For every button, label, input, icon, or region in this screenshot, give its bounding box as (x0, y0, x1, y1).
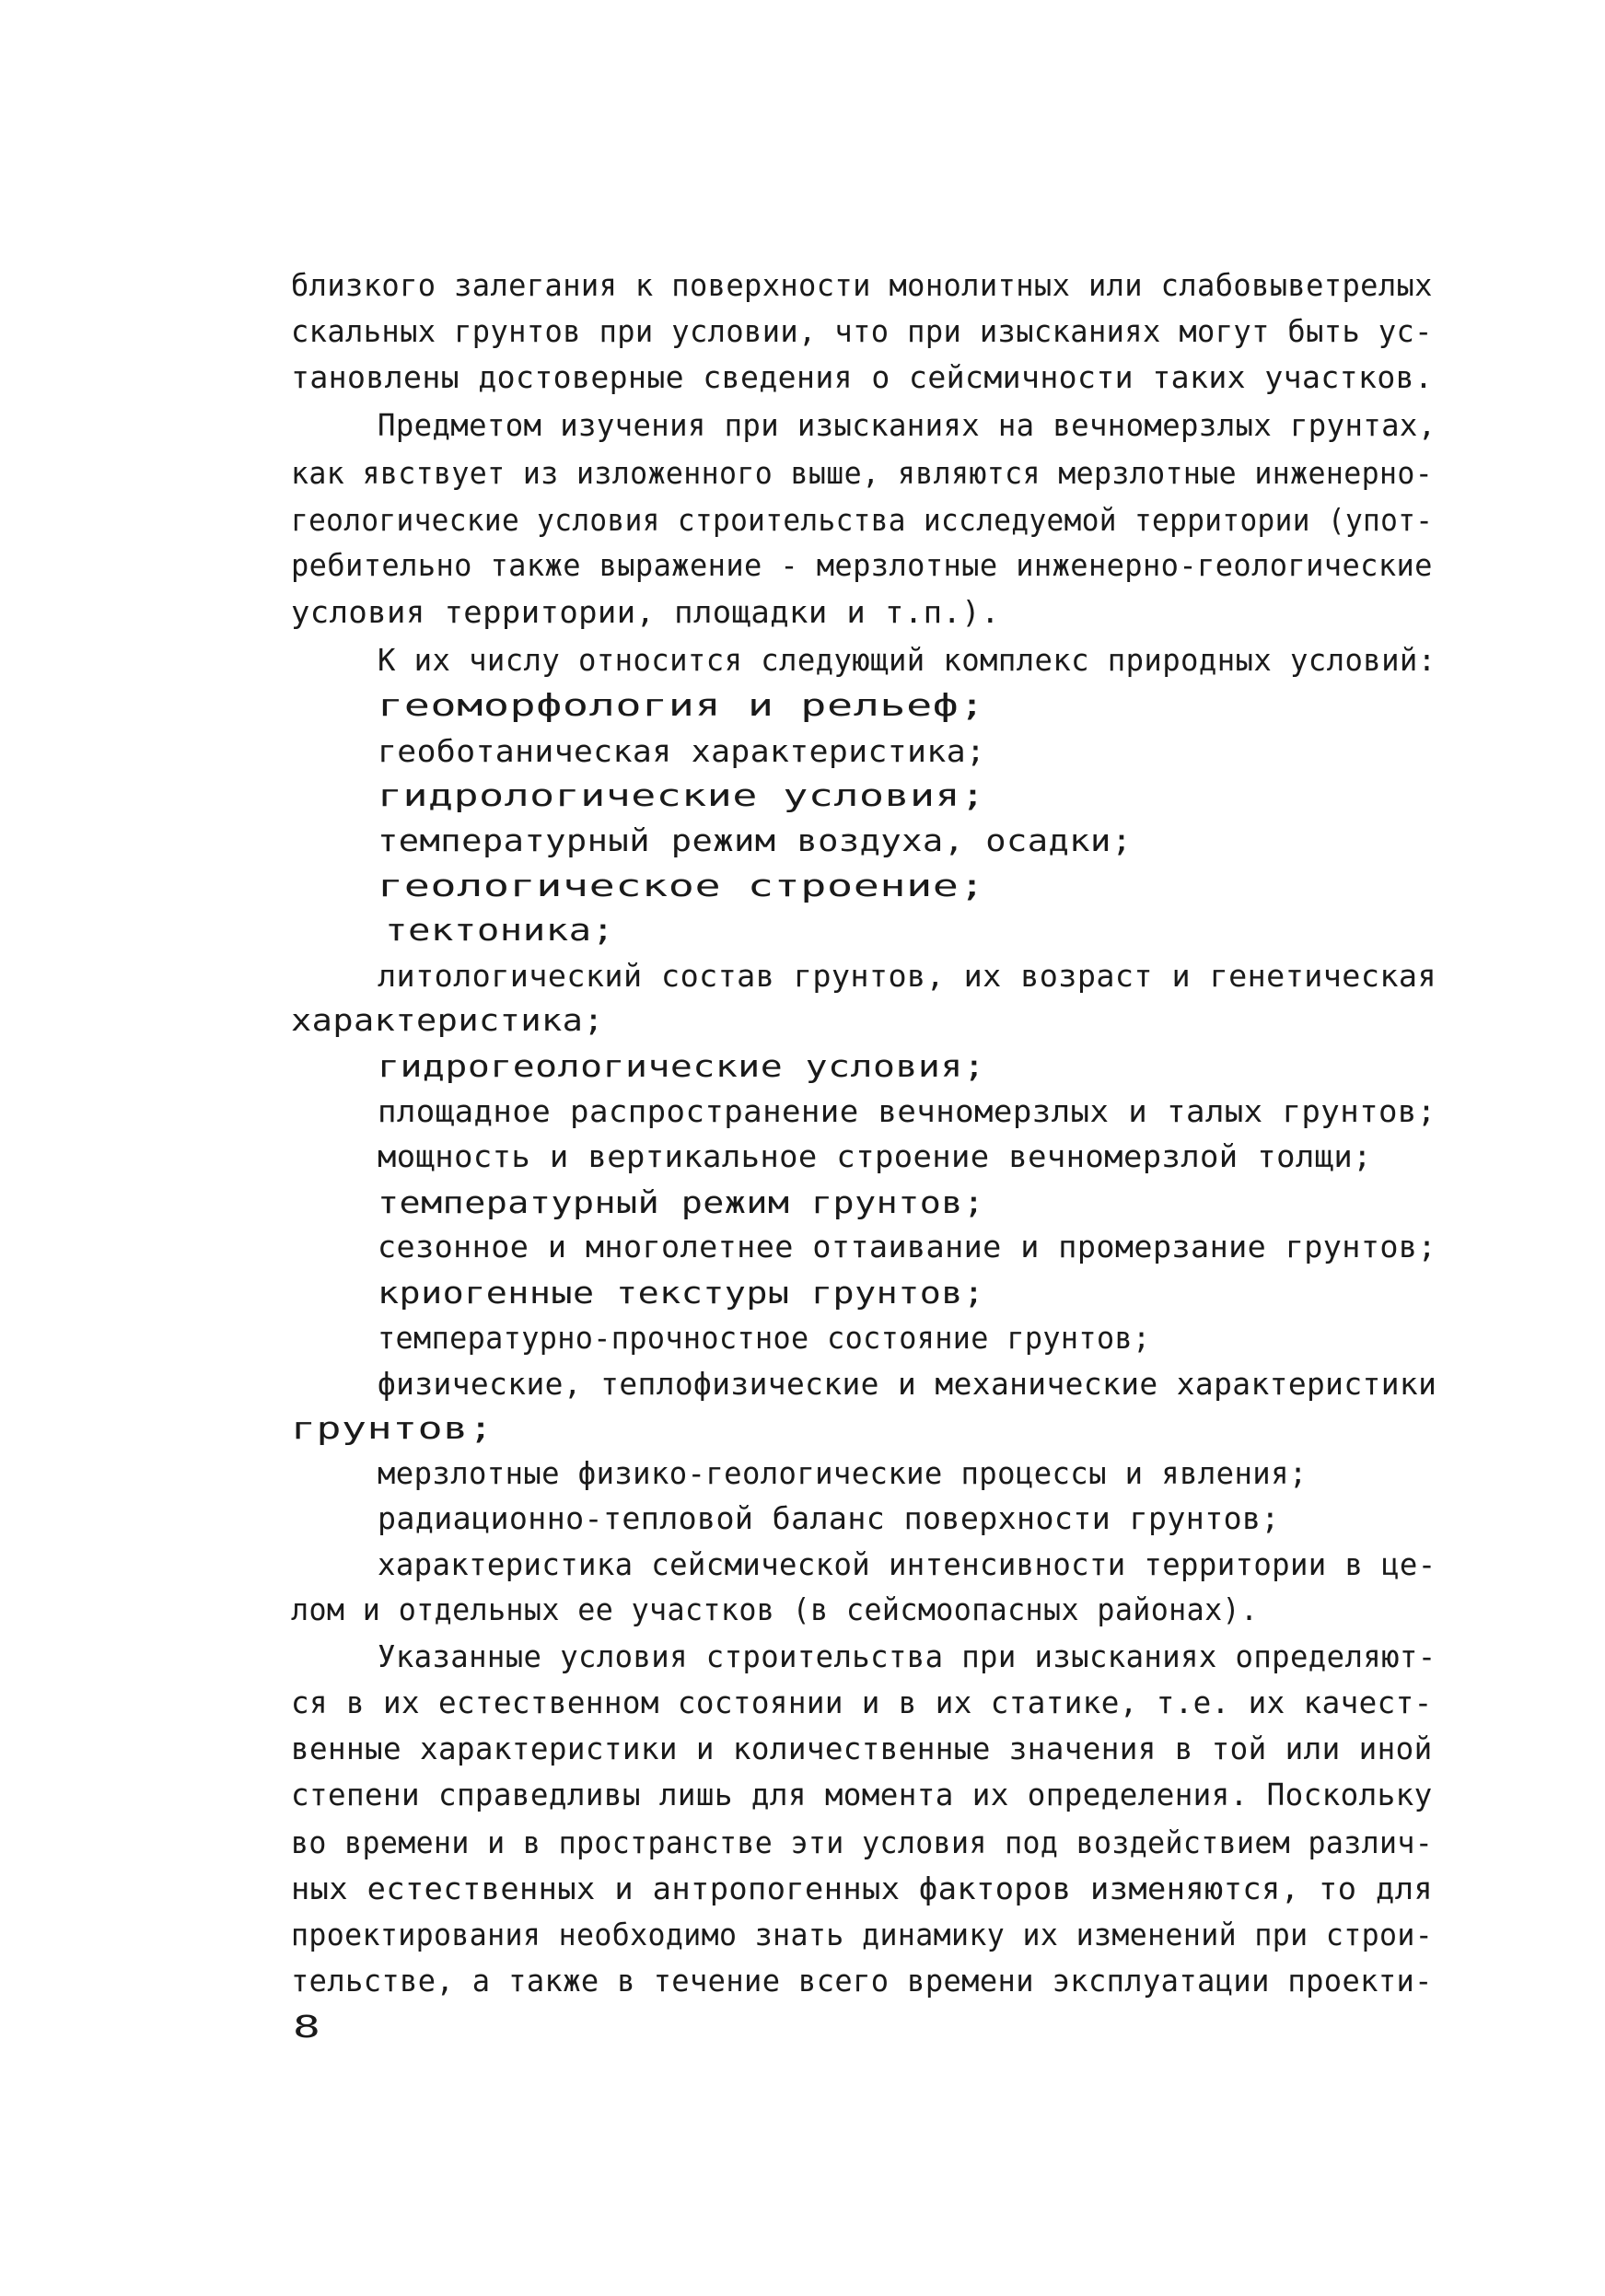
text-line: характеристика сейсмической интенсивности территории в це- (378, 1546, 1436, 1582)
text-line: Указанные условия строительства при изысканиях определяют- (378, 1638, 1436, 1674)
text-line: условия территории, площадки и т.п.). (291, 594, 1000, 630)
text-line: ребительно также выражение - мерзлотные инженерно-геологические (291, 547, 1433, 583)
text-line: геологическое строение; (378, 868, 986, 903)
text-line: тельстве, а также в течение всего времени эксплуатации проекти- (291, 1963, 1433, 1999)
text-line: К их числу относится следующий комплекс природных условий: (378, 642, 1436, 678)
text-line: физические, теплофизические и механические характеристики (378, 1366, 1437, 1402)
text-line: тановлены достоверные сведения о сейсмичности таких участков. (291, 359, 1434, 395)
text-line: во времени и в пространстве эти условия под воздействием различ- (291, 1824, 1434, 1860)
text-line: радиационно-тепловой баланс поверхности грунтов; (378, 1500, 1280, 1536)
text-line: площадное распространение вечномерзлых и талых грунтов; (378, 1093, 1436, 1129)
text-line: гидрогеологические условия; (378, 1048, 986, 1084)
text-line: температурный режим грунтов; (378, 1184, 985, 1220)
text-line: как явствует из изложенного выше, являются мерзлотные инженерно- (291, 455, 1434, 491)
text-line: гидрологические условия; (378, 777, 986, 813)
page-number: 8 (293, 2009, 321, 2045)
text-line: характеристика; (291, 1002, 605, 1038)
text-line: ных естественных и антропогенных факторов изменяются, то для (291, 1871, 1434, 1906)
text-line: геоморфология и рельеф; (378, 687, 986, 723)
text-line: грунтов; (291, 1410, 494, 1446)
text-line: геологические условия строительства исследуемой территории (упот- (291, 502, 1434, 538)
text-line: тектоника; (385, 912, 615, 948)
text-line: литологический состав грунтов, их возраст и генетическая (378, 958, 1436, 994)
text-line: мерзлотные физико-геологические процессы и явления; (378, 1455, 1308, 1491)
text-line: ся в их естественном состоянии и в их статике, т.е. их качест- (291, 1684, 1433, 1720)
text-line: степени справедливы лишь для момента их определения. Поскольку (291, 1777, 1433, 1812)
text-line: сезонное и многолетнее оттаивание и промерзание грунтов; (378, 1229, 1436, 1265)
text-line: Предметом изучения при изысканиях на вечномерзлых грунтах, (378, 407, 1436, 443)
text-line: мощность и вертикальное строение вечномерзлой толщи; (378, 1138, 1372, 1174)
text-line: проектирования необходимо знать динамику их изменений при строи- (291, 1917, 1434, 1952)
text-line: венные характеристики и количественные значения в той или иной (291, 1731, 1433, 1766)
text-line: температурный режим воздуха, осадки; (378, 822, 1133, 858)
text-line: геоботаническая характеристика; (378, 733, 986, 769)
text-line: криогенные текстуры грунтов; (378, 1275, 985, 1311)
text-line: лом и отдельных ее участков (в сейсмоопасных районах). (291, 1591, 1259, 1627)
text-line: температурно-прочностное состояние грунтов; (378, 1320, 1151, 1356)
text-line: близкого залегания к поверхности монолитных или слабовыветрелых (291, 267, 1433, 303)
text-line: скальных грунтов при условии, что при изысканиях могут быть ус- (291, 313, 1433, 349)
